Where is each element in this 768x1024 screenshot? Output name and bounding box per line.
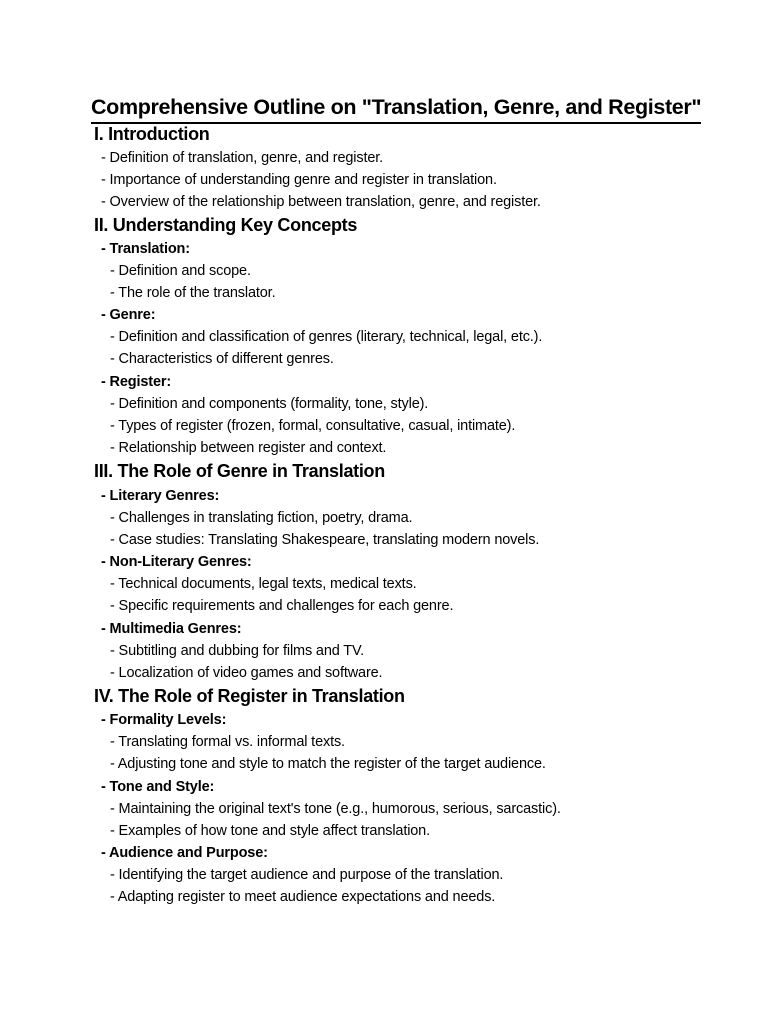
- bullet-item: - Identifying the target audience and purpose of the translation.: [110, 867, 504, 883]
- bullet-item: - Adapting register to meet audience expectations and needs.: [110, 889, 496, 905]
- document-title: Comprehensive Outline on "Translation, Genre, and Register": [91, 93, 701, 124]
- bullet-item: - Overview of the relationship between translation, genre, and register.: [101, 194, 541, 210]
- section-heading: III. The Role of Genre in Translation: [94, 461, 385, 481]
- subsection-label: - Register:: [101, 374, 172, 390]
- bullet-item: - Importance of understanding genre and register in translation.: [101, 172, 497, 188]
- subsection-label: - Multimedia Genres:: [101, 621, 242, 637]
- subsection-label: - Audience and Purpose:: [101, 845, 268, 861]
- bullet-item: - Specific requirements and challenges for each genre.: [110, 598, 454, 614]
- subsection-label: - Genre:: [101, 307, 156, 323]
- section-heading: II. Understanding Key Concepts: [94, 215, 358, 235]
- bullet-item: - Adjusting tone and style to match the register of the target audience.: [110, 756, 546, 772]
- subsection-label: - Translation:: [101, 241, 190, 257]
- section-heading: I. Introduction: [94, 124, 210, 144]
- bullet-item: - Definition and scope.: [110, 263, 251, 279]
- bullet-item: - Types of register (frozen, formal, consultative, casual, intimate).: [110, 418, 516, 434]
- bullet-item: - Characteristics of different genres.: [110, 351, 334, 367]
- bullet-item: - Definition and classification of genres (literary, technical, legal, etc.).: [110, 329, 543, 345]
- bullet-item: - The role of the translator.: [110, 285, 276, 301]
- bullet-item: - Definition and components (formality, tone, style).: [110, 396, 429, 412]
- subsection-label: - Non-Literary Genres:: [101, 554, 252, 570]
- subsection-label: - Formality Levels:: [101, 712, 227, 728]
- bullet-item: - Definition of translation, genre, and register.: [101, 150, 384, 166]
- bullet-item: - Challenges in translating fiction, poetry, drama.: [110, 510, 413, 526]
- bullet-item: - Subtitling and dubbing for films and TV.: [110, 643, 365, 659]
- bullet-item: - Technical documents, legal texts, medical texts.: [110, 576, 417, 592]
- section-heading: IV. The Role of Register in Translation: [94, 686, 405, 706]
- subsection-label: - Tone and Style:: [101, 779, 215, 795]
- subsection-label: - Literary Genres:: [101, 488, 220, 504]
- bullet-item: - Localization of video games and software.: [110, 665, 383, 681]
- bullet-item: - Relationship between register and context.: [110, 440, 387, 456]
- bullet-item: - Examples of how tone and style affect translation.: [110, 823, 430, 839]
- bullet-item: - Case studies: Translating Shakespeare, translating modern novels.: [110, 532, 540, 548]
- bullet-item: - Maintaining the original text's tone (e.g., humorous, serious, sarcastic).: [110, 801, 561, 817]
- bullet-item: - Translating formal vs. informal texts.: [110, 734, 345, 750]
